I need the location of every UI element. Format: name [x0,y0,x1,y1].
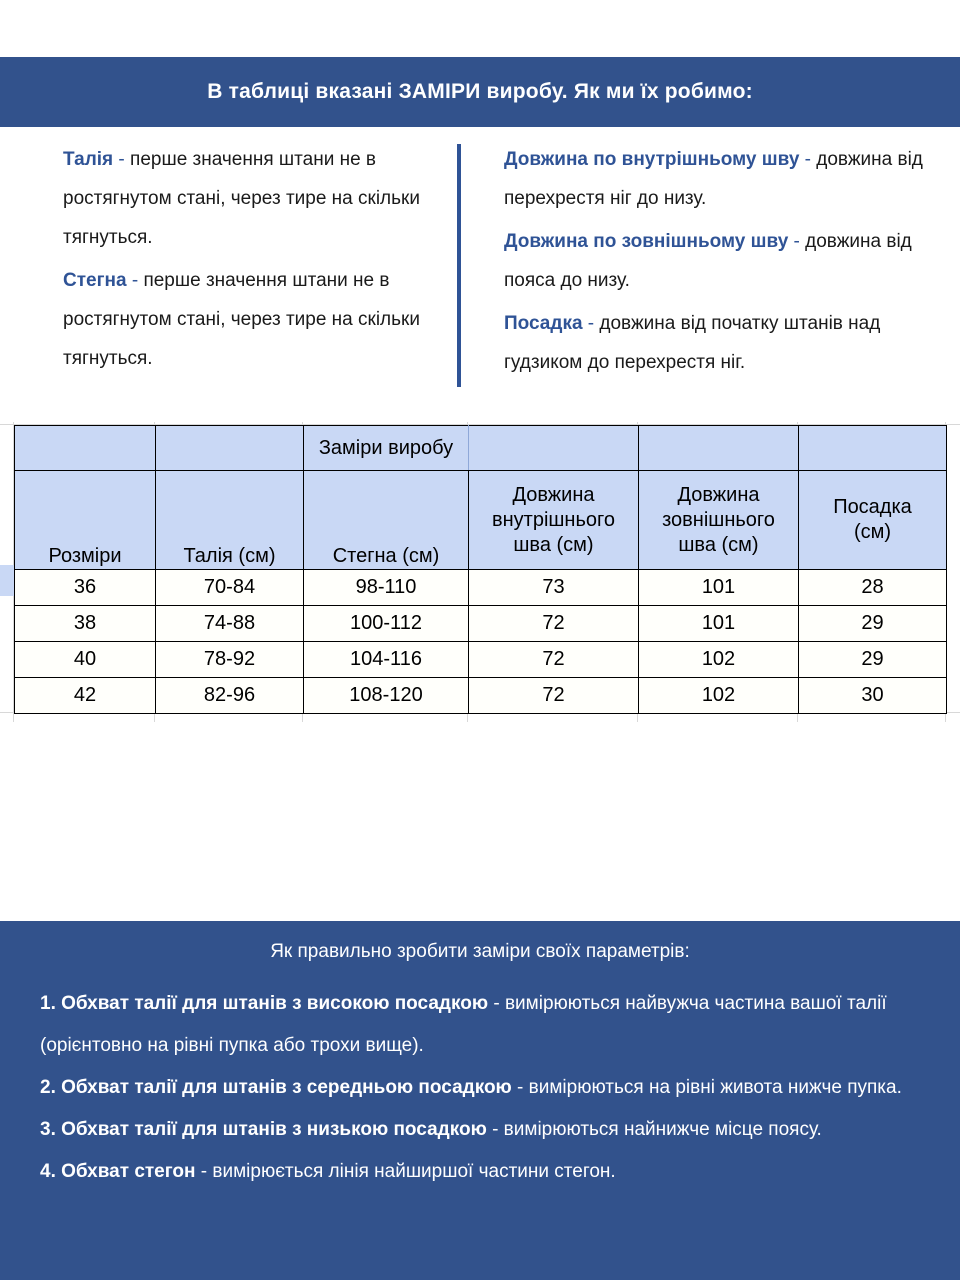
table-header-row [15,471,947,570]
table-row [15,642,947,678]
explanation-separator: - [126,270,144,291]
instruction-item-high-rise [40,983,940,1067]
column-header-sizes: Розміри [15,471,156,570]
table-row [15,606,947,642]
column-header-outseam [639,471,799,570]
cell-rise: 28 [799,570,947,606]
explanation-item-inseam [504,140,936,218]
row-highlight-strip [0,565,14,596]
instruction-item-mid-rise [40,1067,940,1109]
explanation-term: Довжина по зовнішньому шву [504,231,789,252]
instruction-label: 4. Обхват стегон [40,1161,196,1182]
instruction-description: - вимірюються на рівні живота нижче пупка. [511,1077,902,1098]
cell-inseam: 73 [469,570,639,606]
cell-waist: 78-92 [156,642,304,678]
column-header-rise [799,471,947,570]
instruction-item-hips [40,1151,940,1193]
explanation-separator: - [582,313,600,334]
cell-size: 40 [15,642,156,678]
explanations-section [0,140,960,395]
column-header-inseam [469,471,639,570]
explanation-term: Талія [63,149,114,170]
header-line: зовнішнього [662,508,775,531]
cell-outseam: 102 [639,678,799,714]
explanation-term: Стегна [63,270,127,291]
cell-hips: 98-110 [304,570,469,606]
explanation-term: Посадка [504,313,583,334]
cell-outseam: 101 [639,606,799,642]
cell-inseam: 72 [469,642,639,678]
explanations-left-column [63,140,445,378]
header-line: внутрішнього [491,508,615,531]
cell-outseam: 102 [639,642,799,678]
header-line: Довжина [677,483,760,506]
explanations-right-column [504,140,936,382]
instructions-list [40,983,940,1193]
instruction-label: 3. Обхват талії для штанів з низькою посадкою [40,1119,487,1140]
cell-outseam: 101 [639,570,799,606]
cell-waist: 82-96 [156,678,304,714]
column-divider [457,144,461,387]
explanation-separator: - [788,231,806,252]
explanation-description: довжина від початку штанів над гудзиком до перехрестя ніг. [504,313,881,373]
instruction-label: 2. Обхват талії для штанів з середньою посадкою [40,1077,512,1098]
instructions-heading: Як правильно зробити заміри своїх параметрів: [270,941,690,962]
table-title-cell: Заміри виробу [304,426,469,471]
cell-rise: 29 [799,642,947,678]
instruction-description: - вимірюється лінія найширшої частини стегон. [195,1161,616,1182]
column-header-waist: Талія (см) [156,471,304,570]
explanation-term: Довжина по внутрішньому шву [504,149,800,170]
table-title-spacer-cell [156,426,304,471]
explanation-item-rise [504,304,936,382]
instruction-description: - вимірюються найнижче місце поясу. [486,1119,822,1140]
table-title-spacer-cell [799,426,947,471]
top-banner [0,57,960,127]
column-header-hips: Стегна (см) [304,471,469,570]
table-title-spacer-cell [15,426,156,471]
instructions-panel [0,921,960,1280]
measurements-table-section [0,422,960,722]
explanation-description: перше значення штани не в ростягнутом стані, через тире на скільки тягнуться. [63,270,420,369]
instruction-label: 1. Обхват талії для штанів з високою посадкою [40,993,489,1014]
header-line: (см) [853,521,892,543]
explanation-item-waist [63,140,445,257]
explanation-description: довжина від перехрестя ніг до низу. [504,149,923,209]
explanation-separator: - [113,149,131,170]
header-line: шва (см) [513,533,594,556]
instruction-item-low-rise [40,1109,940,1151]
cell-waist: 74-88 [156,606,304,642]
cell-size: 42 [15,678,156,714]
header-line: шва (см) [678,533,759,556]
cell-inseam: 72 [469,678,639,714]
cell-waist: 70-84 [156,570,304,606]
cell-rise: 30 [799,678,947,714]
table-title-spacer-cell [639,426,799,471]
table-row [15,678,947,714]
explanation-item-hips [63,261,445,378]
explanation-separator: - [799,149,817,170]
instruction-description: - вимірюються найвужча частина вашої талії (орієнтовно на рівні пупка або трохи вище). [40,993,887,1056]
cell-hips: 100-112 [304,606,469,642]
cell-size: 36 [15,570,156,606]
cell-rise: 29 [799,606,947,642]
table-row [15,570,947,606]
explanation-item-outseam [504,222,936,300]
measurements-table [14,425,947,714]
cell-inseam: 72 [469,606,639,642]
cell-hips: 104-116 [304,642,469,678]
explanation-description: перше значення штани не в ростягнутом стані, через тире на скільки тягнуться. [63,149,420,248]
header-line: Довжина [512,483,595,506]
cell-hips: 108-120 [304,678,469,714]
explanation-description: довжина від пояса до низу. [504,231,912,291]
table-title-spacer-cell [469,426,639,471]
header-line: Посадка [833,496,912,518]
top-banner-title: В таблиці вказані ЗАМІРИ виробу. Як ми їх робимо: [207,80,753,103]
cell-size: 38 [15,606,156,642]
table-title-row [15,426,947,471]
